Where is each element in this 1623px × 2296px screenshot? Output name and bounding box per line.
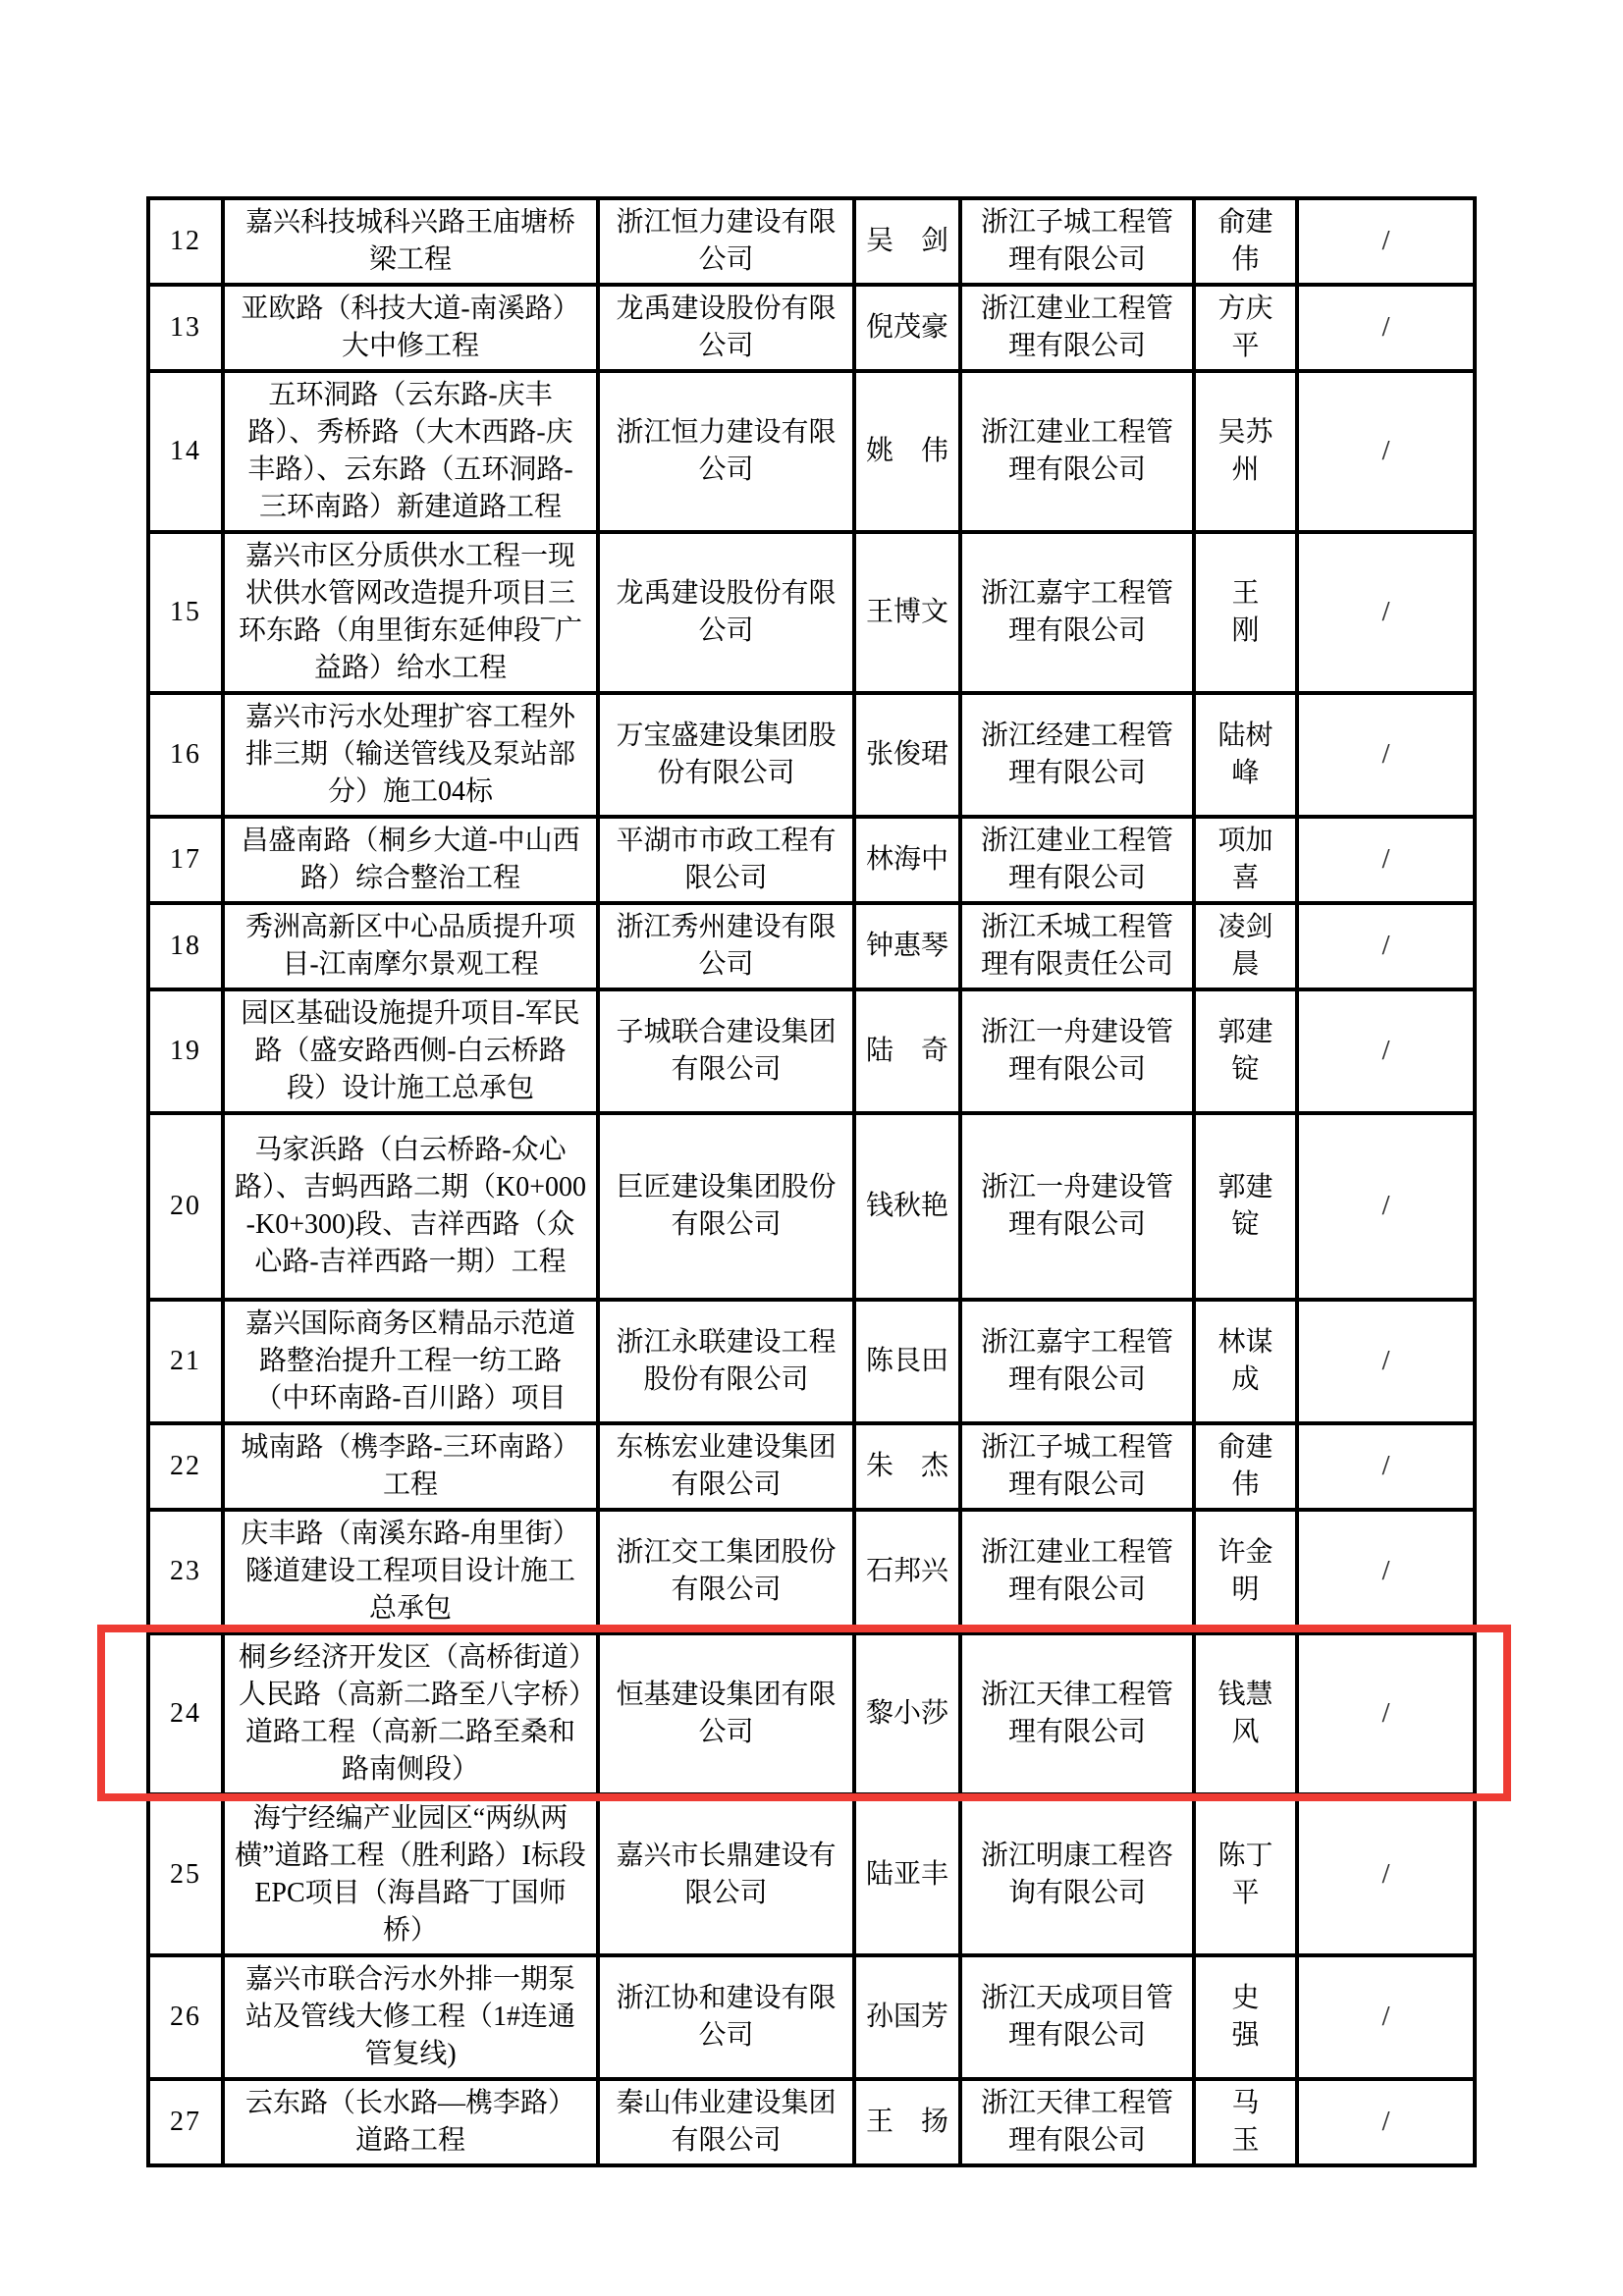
- cell-supervisor: 浙江一舟建设管理有限公司: [960, 1113, 1194, 1300]
- cell-project-name: 马家浜路（白云桥路-众心路）、吉蚂西路二期（K0+000-K0+300)段、吉祥西路（众心路-吉祥西路一期）工程: [223, 1113, 598, 1300]
- cell-remark: /: [1297, 2079, 1475, 2165]
- cell-contractor: 浙江秀州建设有限公司: [598, 903, 854, 989]
- cell-contractor-person: 倪茂豪: [854, 285, 960, 371]
- cell-supervisor-person: 俞建伟: [1194, 198, 1297, 285]
- cell-supervisor-person: 项加喜: [1194, 817, 1297, 903]
- cell-contractor: 浙江交工集团股份有限公司: [598, 1510, 854, 1633]
- cell-supervisor: 浙江天律工程管理有限公司: [960, 1633, 1194, 1794]
- cell-supervisor-person: 王 刚: [1194, 532, 1297, 693]
- cell-contractor-person: 钟惠琴: [854, 903, 960, 989]
- cell-remark: /: [1297, 1510, 1475, 1633]
- cell-supervisor: 浙江子城工程管理有限公司: [960, 1423, 1194, 1510]
- cell-row-number: 12: [148, 198, 223, 285]
- cell-contractor-person: 陆 奇: [854, 989, 960, 1113]
- cell-project-name: 海宁经编产业园区“两纵两横”道路工程（胜利路）I标段EPC项目（海昌路¯丁国师桥）: [223, 1794, 598, 1955]
- cell-supervisor: 浙江建业工程管理有限公司: [960, 817, 1194, 903]
- cell-remark: /: [1297, 285, 1475, 371]
- cell-supervisor: 浙江建业工程管理有限公司: [960, 371, 1194, 532]
- cell-contractor: 万宝盛建设集团股份有限公司: [598, 693, 854, 817]
- table-row: [148, 817, 1475, 903]
- cell-remark: /: [1297, 1423, 1475, 1510]
- cell-supervisor: 浙江嘉宇工程管理有限公司: [960, 532, 1194, 693]
- table-row: [148, 532, 1475, 693]
- cell-supervisor-person: 钱慧风: [1194, 1633, 1297, 1794]
- cell-contractor-person: 孙国芳: [854, 1955, 960, 2079]
- cell-project-name: 嘉兴国际商务区精品示范道路整治提升工程一纺工路（中环南路-百川路）项目: [223, 1300, 598, 1423]
- table-row: [148, 1955, 1475, 2079]
- cell-remark: /: [1297, 903, 1475, 989]
- cell-supervisor-person: 林谋成: [1194, 1300, 1297, 1423]
- table-row: [148, 693, 1475, 817]
- cell-contractor-person: 张俊珺: [854, 693, 960, 817]
- cell-supervisor: 浙江一舟建设管理有限公司: [960, 989, 1194, 1113]
- cell-contractor-person: 陈艮田: [854, 1300, 960, 1423]
- cell-contractor: 平湖市市政工程有限公司: [598, 817, 854, 903]
- cell-project-name: 庆丰路（南溪东路-甪里街）隧道建设工程项目设计施工总承包: [223, 1510, 598, 1633]
- table-row: [148, 371, 1475, 532]
- cell-supervisor: 浙江禾城工程管理有限责任公司: [960, 903, 1194, 989]
- cell-contractor: 浙江永联建设工程股份有限公司: [598, 1300, 854, 1423]
- cell-project-name: 园区基础设施提升项目-军民路（盛安路西侧-白云桥路段）设计施工总承包: [223, 989, 598, 1113]
- table-row: [148, 903, 1475, 989]
- cell-project-name: 嘉兴市联合污水外排一期泵站及管线大修工程（1#连通管复线): [223, 1955, 598, 2079]
- cell-row-number: 14: [148, 371, 223, 532]
- cell-project-name: 亚欧路（科技大道-南溪路）大中修工程: [223, 285, 598, 371]
- cell-remark: /: [1297, 989, 1475, 1113]
- cell-contractor-person: 陆亚丰: [854, 1794, 960, 1955]
- cell-supervisor: 浙江建业工程管理有限公司: [960, 285, 1194, 371]
- cell-project-name: 云东路（长水路—槜李路）道路工程: [223, 2079, 598, 2165]
- cell-remark: /: [1297, 1955, 1475, 2079]
- cell-contractor: 浙江恒力建设有限公司: [598, 198, 854, 285]
- cell-contractor-person: 林海中: [854, 817, 960, 903]
- cell-contractor: 东栋宏业建设集团有限公司: [598, 1423, 854, 1510]
- cell-row-number: 15: [148, 532, 223, 693]
- cell-supervisor: 浙江明康工程咨询有限公司: [960, 1794, 1194, 1955]
- cell-remark: /: [1297, 371, 1475, 532]
- cell-project-name: 嘉兴市污水处理扩容工程外排三期（输送管线及泵站部分）施工04标: [223, 693, 598, 817]
- cell-supervisor: 浙江子城工程管理有限公司: [960, 198, 1194, 285]
- cell-remark: /: [1297, 693, 1475, 817]
- cell-contractor: 秦山伟业建设集团有限公司: [598, 2079, 854, 2165]
- cell-row-number: 16: [148, 693, 223, 817]
- cell-supervisor-person: 郭建锭: [1194, 1113, 1297, 1300]
- cell-remark: /: [1297, 198, 1475, 285]
- cell-supervisor: 浙江天成项目管理有限公司: [960, 1955, 1194, 2079]
- cell-project-name: 城南路（槜李路-三环南路）工程: [223, 1423, 598, 1510]
- cell-project-name: 嘉兴市区分质供水工程一现状供水管网改造提升项目三环东路（甪里街东延伸段¯广益路）给水工程: [223, 532, 598, 693]
- cell-supervisor-person: 马 玉: [1194, 2079, 1297, 2165]
- table-row: [148, 989, 1475, 1113]
- cell-row-number: 25: [148, 1794, 223, 1955]
- cell-supervisor-person: 史 强: [1194, 1955, 1297, 2079]
- cell-remark: /: [1297, 532, 1475, 693]
- cell-contractor: 龙禹建设股份有限公司: [598, 532, 854, 693]
- cell-supervisor: 浙江建业工程管理有限公司: [960, 1510, 1194, 1633]
- cell-contractor-person: 石邦兴: [854, 1510, 960, 1633]
- table-row: [148, 1510, 1475, 1633]
- cell-row-number: 17: [148, 817, 223, 903]
- cell-project-name: 昌盛南路（桐乡大道-中山西路）综合整治工程: [223, 817, 598, 903]
- cell-row-number: 18: [148, 903, 223, 989]
- cell-contractor-person: 王 扬: [854, 2079, 960, 2165]
- cell-project-name: 秀洲高新区中心品质提升项目-江南摩尔景观工程: [223, 903, 598, 989]
- cell-supervisor-person: 许金明: [1194, 1510, 1297, 1633]
- cell-supervisor-person: 郭建锭: [1194, 989, 1297, 1113]
- table-row: [148, 1423, 1475, 1510]
- cell-project-name: 桐乡经济开发区（高桥街道）人民路（高新二路至八字桥）道路工程（高新二路至桑和路南侧段）: [223, 1633, 598, 1794]
- cell-remark: /: [1297, 1794, 1475, 1955]
- cell-contractor: 嘉兴市长鼎建设有限公司: [598, 1794, 854, 1955]
- cell-supervisor: 浙江天律工程管理有限公司: [960, 2079, 1194, 2165]
- cell-supervisor-person: 陆树峰: [1194, 693, 1297, 817]
- table-row: [148, 285, 1475, 371]
- cell-contractor: 巨匠建设集团股份有限公司: [598, 1113, 854, 1300]
- projects-table: [146, 196, 1477, 2167]
- cell-supervisor: 浙江经建工程管理有限公司: [960, 693, 1194, 817]
- cell-contractor: 恒基建设集团有限公司: [598, 1633, 854, 1794]
- cell-project-name: 嘉兴科技城科兴路王庙塘桥梁工程: [223, 198, 598, 285]
- cell-contractor: 子城联合建设集团有限公司: [598, 989, 854, 1113]
- cell-contractor-person: 黎小莎: [854, 1633, 960, 1794]
- table-row: [148, 1633, 1475, 1794]
- cell-supervisor-person: 凌剑晨: [1194, 903, 1297, 989]
- cell-supervisor: 浙江嘉宇工程管理有限公司: [960, 1300, 1194, 1423]
- cell-remark: /: [1297, 1633, 1475, 1794]
- cell-supervisor-person: 吴苏州: [1194, 371, 1297, 532]
- cell-remark: /: [1297, 1113, 1475, 1300]
- cell-contractor-person: 王博文: [854, 532, 960, 693]
- cell-remark: /: [1297, 1300, 1475, 1423]
- cell-row-number: 21: [148, 1300, 223, 1423]
- cell-row-number: 13: [148, 285, 223, 371]
- cell-row-number: 19: [148, 989, 223, 1113]
- table-row: [148, 2079, 1475, 2165]
- cell-row-number: 20: [148, 1113, 223, 1300]
- cell-contractor-person: 朱 杰: [854, 1423, 960, 1510]
- cell-contractor: 浙江协和建设有限公司: [598, 1955, 854, 2079]
- cell-remark: /: [1297, 817, 1475, 903]
- cell-row-number: 24: [148, 1633, 223, 1794]
- cell-supervisor-person: 陈丁平: [1194, 1794, 1297, 1955]
- cell-contractor: 龙禹建设股份有限公司: [598, 285, 854, 371]
- table-row: [148, 1794, 1475, 1955]
- table-row: [148, 1300, 1475, 1423]
- cell-row-number: 27: [148, 2079, 223, 2165]
- cell-contractor: 浙江恒力建设有限公司: [598, 371, 854, 532]
- table-row: [148, 198, 1475, 285]
- cell-row-number: 23: [148, 1510, 223, 1633]
- cell-contractor-person: 吴 剑: [854, 198, 960, 285]
- cell-contractor-person: 姚 伟: [854, 371, 960, 532]
- table-row: [148, 1113, 1475, 1300]
- cell-row-number: 22: [148, 1423, 223, 1510]
- cell-row-number: 26: [148, 1955, 223, 2079]
- cell-contractor-person: 钱秋艳: [854, 1113, 960, 1300]
- cell-supervisor-person: 俞建伟: [1194, 1423, 1297, 1510]
- cell-project-name: 五环洞路（云东路-庆丰路）、秀桥路（大木西路-庆丰路）、云东路（五环洞路-三环南路）新建道路工程: [223, 371, 598, 532]
- cell-supervisor-person: 方庆平: [1194, 285, 1297, 371]
